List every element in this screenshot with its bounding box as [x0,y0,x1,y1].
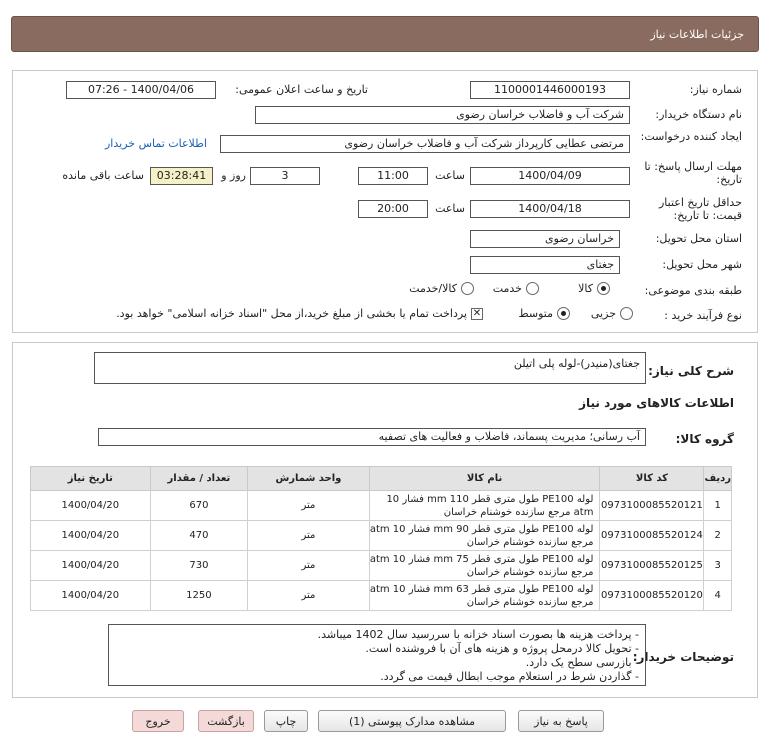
radio-selected-icon[interactable] [557,307,570,320]
page-title: جزئیات اطلاعات نیاز [650,27,744,41]
row-code: 0973100085520120 [600,581,704,611]
creator-field: مرتضی عطایی کارپرداز شرکت آب و فاضلاب خراسان رضوی [220,135,630,153]
row-unit: متر [248,581,369,611]
row-index: 2 [704,521,732,551]
reply-button[interactable]: پاسخ به نیاز [518,710,604,732]
deadline-time-field: 11:00 [358,167,428,185]
deadline-date-field: 1400/04/09 [470,167,630,185]
category-goods-service-option[interactable]: کالا/خدمت [409,282,474,295]
category-service-option[interactable]: خدمت [493,282,539,295]
col-code-header: کد کالا [600,467,704,491]
remaining-label: ساعت باقی مانده [62,169,144,182]
announce-field: 1400/04/06 - 07:26 [66,81,216,99]
note-line: - گذاردن شرط در استعلام موجب ابطال قیمت می گردد. [380,670,639,683]
process-label: نوع فرآیند خرید : [664,309,742,322]
row-qty: 1250 [150,581,248,611]
need-number-field: 1100001446000193 [470,81,630,99]
summary-label: شرح کلی نیاز: [648,364,734,378]
days-field: 3 [250,167,320,185]
row-name: لوله PE100 طول متری قطر 90 mm فشار 10 atm مرجع سازنده خوشنام خراسان [369,521,600,551]
row-unit: متر [248,521,369,551]
process-medium-option[interactable]: متوسط [518,307,570,320]
remaining-time-field: 03:28:41 [150,167,213,185]
creator-label: ایجاد کننده درخواست: [640,130,742,143]
row-date: 1400/04/20 [31,491,151,521]
row-unit: متر [248,491,369,521]
row-code: 0973100085520125 [600,551,704,581]
table-row [31,521,732,551]
category-label: طبقه بندی موضوعی: [644,284,742,297]
row-name: لوله PE100 طول متری قطر 75 mm فشار 10 atm مرجع سازنده خوشنام خراسان [369,551,600,581]
row-index: 4 [704,581,732,611]
goods-table [30,466,732,611]
announce-label: تاریخ و ساعت اعلان عمومی: [235,83,368,96]
validity-date-field: 1400/04/18 [470,200,630,218]
checkbox-checked-icon[interactable]: ✕ [472,307,482,319]
buyer-contact-link[interactable]: اطلاعات تماس خریدار [105,137,207,150]
row-code: 0973100085520121 [600,491,704,521]
row-qty: 470 [150,521,248,551]
category-goods-option[interactable]: کالا [578,282,610,295]
notes-label: توضیحات خریدار: [632,650,734,664]
validity-time-field: 20:00 [358,200,428,218]
radio-icon[interactable] [461,282,474,295]
table-row [31,551,732,581]
city-label: شهر محل تحویل: [662,258,742,271]
back-button[interactable]: بازگشت [198,710,254,732]
col-index-header: ردیف [704,467,732,491]
summary-field: جغتای(منیدر)-لوله پلی اتیلن [94,352,646,384]
city-field: جغتای [470,256,620,274]
col-name-header: نام کالا [369,467,600,491]
col-qty-header: تعداد / مقدار [150,467,248,491]
radio-icon[interactable] [620,307,633,320]
row-name: لوله PE100 طول متری قطر 63 mm فشار 10 atm مرجع سازنده خوشنام خراسان [369,581,600,611]
row-index: 3 [704,551,732,581]
buyer-notes [108,624,646,686]
col-date-header: تاریخ نیاز [31,467,151,491]
table-header-row [31,467,732,491]
process-minor-option[interactable]: جزیی [591,307,633,320]
row-code: 0973100085520124 [600,521,704,551]
need-number-label: شماره نیاز: [689,83,742,96]
validity-time-label: ساعت [435,202,465,215]
treasury-payment-checkbox[interactable]: ✕ پرداخت تمام یا بخشی از مبلغ خرید،از محل "اسناد خزانه اسلامی" خواهد بود. [116,307,482,320]
row-index: 1 [704,491,732,521]
buyer-field: شرکت آب و فاضلاب خراسان رضوی [255,106,630,124]
province-label: استان محل تحویل: [655,232,742,245]
province-field: خراسان رضوی [470,230,620,248]
exit-button[interactable]: خروج [132,710,184,732]
note-line: - تحویل کالا درمحل پروژه و هزینه های آن با فروشنده است. [365,642,639,655]
row-unit: متر [248,551,369,581]
table-row [31,491,732,521]
row-name: لوله PE100 طول متری قطر 110 mm فشار 10 atm مرجع سازنده خوشنام خراسان [369,491,600,521]
row-qty: 730 [150,551,248,581]
validity-label: حداقل تاریخ اعتبار قیمت: تا تاریخ: [658,196,742,222]
goods-group-label: گروه کالا: [675,432,734,446]
goods-info-title: اطلاعات کالاهای مورد نیاز [579,396,734,410]
radio-selected-icon[interactable] [597,282,610,295]
note-line: - بازرسی سطح یک دارد. [525,656,639,669]
days-label: روز و [221,169,246,182]
row-date: 1400/04/20 [31,521,151,551]
page-header [11,16,759,52]
buyer-label: نام دستگاه خریدار: [655,108,742,121]
row-date: 1400/04/20 [31,581,151,611]
deadline-time-label: ساعت [435,169,465,182]
radio-icon[interactable] [526,282,539,295]
goods-group-field: آب رسانی؛ مدیریت پسماند، فاضلاب و فعالیت های تصفیه [98,428,646,446]
table-row [31,581,732,611]
deadline-label: مهلت ارسال پاسخ: تا تاریخ: [644,160,742,186]
row-date: 1400/04/20 [31,551,151,581]
view-attachments-button[interactable]: مشاهده مدارک پیوستی (1) [318,710,506,732]
col-unit-header: واحد شمارش [248,467,369,491]
note-line: - پرداخت هزینه ها بصورت اسناد خزانه با سررسید سال 1402 میباشد. [317,628,639,641]
print-button[interactable]: چاپ [264,710,308,732]
row-qty: 670 [150,491,248,521]
